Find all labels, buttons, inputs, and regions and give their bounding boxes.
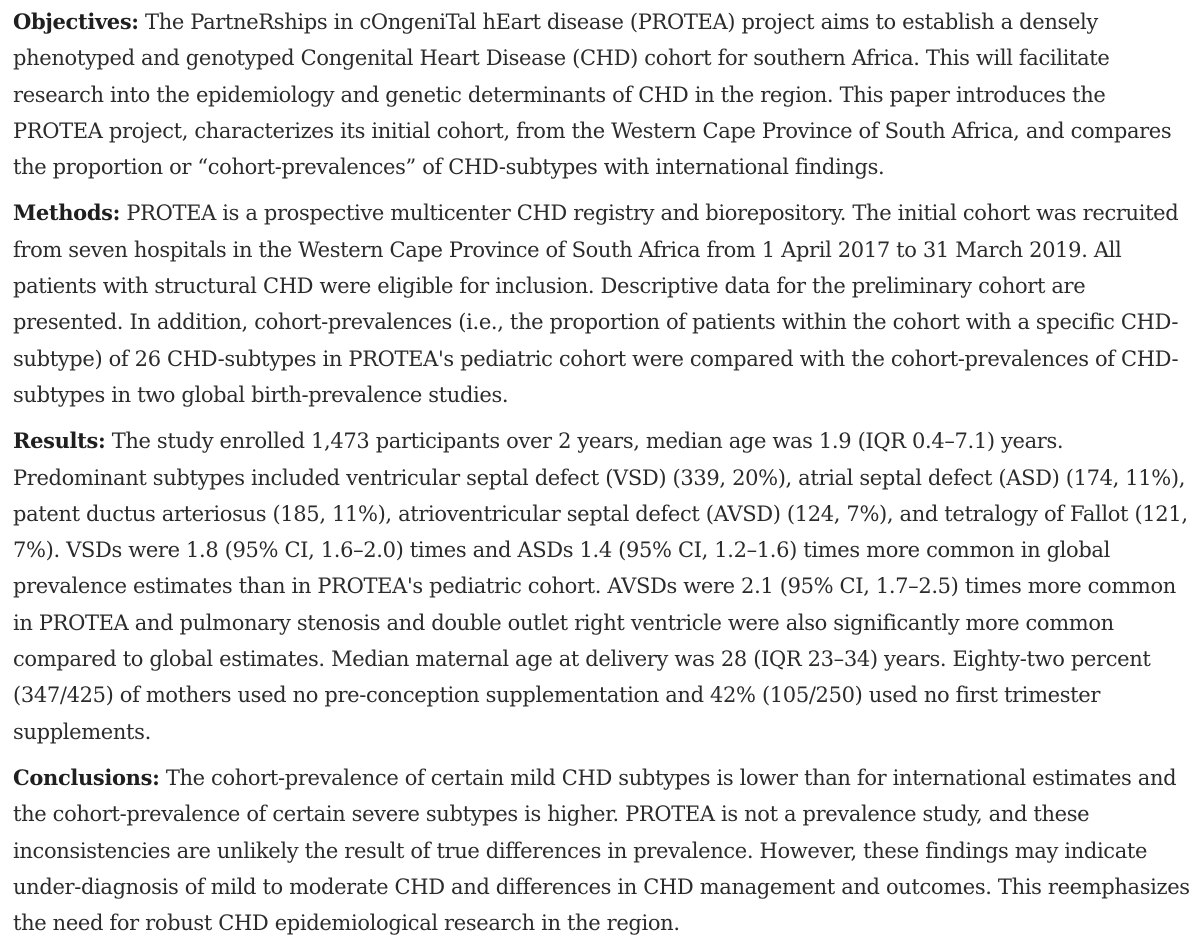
- objectives-paragraph: [13, 4, 1190, 185]
- conclusions-paragraph: [13, 760, 1190, 941]
- conclusions-text: The cohort-prevalence of certain mild CHD subtypes is lower than for international estimates and the cohort-prevalence of certain severe subtypes is higher. PROTEA is not a prevalence study, and these inconsistencies are unlikely the result of true differences in prevalence. However, these findings may indicate under-diagnosis of mild to moderate CHD and differences in CHD management and outcomes. This reemphasizes the need for robust CHD epidemiological research in the region.: [13, 765, 1190, 936]
- results-paragraph: [13, 423, 1190, 750]
- results-text: The study enrolled 1,473 participants over 2 years, median age was 1.9 (IQR 0.4–7.1) years. Predominant subtypes included ventricular septal defect (VSD) (339, 20%), atrial septal defect (ASD) (174, 11%), patent ductus arteriosus (185, 11%), atrioventricular septal defect (AVSD) (124, 7%), and tetralogy of Fallot (121, 7%). VSDs were 1.8 (95% CI, 1.6–2.0) times and ASDs 1.4 (95% CI, 1.2–1.6) times more common in global prevalence estimates than in PROTEA's pediatric cohort. AVSDs were 2.1 (95% CI, 1.7–2.5) times more common in PROTEA and pulmonary stenosis and double outlet right ventricle were also significantly more common compared to global estimates. Median maternal age at delivery was 28 (IQR 23–34) years. Eighty-two percent (347/425) of mothers used no pre-conception supplementation and 42% (105/250) used no first trimester supplements.: [13, 429, 1188, 744]
- abstract: [13, 4, 1190, 941]
- results-heading: Results:: [13, 428, 106, 454]
- methods-heading: Methods:: [13, 200, 121, 226]
- methods-text: PROTEA is a prospective multicenter CHD registry and biorepository. The initial cohort was recruited from seven hospitals in the Western Cape Province of South Africa from 1 April 2017 to 31 March 2019. All patients with structural CHD were eligible for inclusion. Descriptive data for the preliminary cohort are presented. In addition, cohort-prevalences (i.e., the proportion of patients within the cohort with a specific CHD-subtype) of 26 CHD-subtypes in PROTEA's pediatric cohort were compared with the cohort-prevalences of CHD-subtypes in two global birth-prevalence studies.: [13, 201, 1179, 407]
- conclusions-heading: Conclusions:: [13, 764, 160, 790]
- objectives-heading: Objectives:: [13, 9, 139, 34]
- objectives-text: The PartneRships in cOngeniTal hEart disease (PROTEA) project aims to establish a densely phenotyped and genotyped Congenital Heart Disease (CHD) cohort for southern Africa. This will facilitate research into the epidemiology and genetic determinants of CHD in the region. This paper introduces the PROTEA project, characterizes its initial cohort, from the Western Cape Province of South Africa, and compares the proportion or “cohort-prevalences” of CHD-subtypes with international findings.: [13, 10, 1172, 180]
- methods-paragraph: [13, 195, 1190, 413]
